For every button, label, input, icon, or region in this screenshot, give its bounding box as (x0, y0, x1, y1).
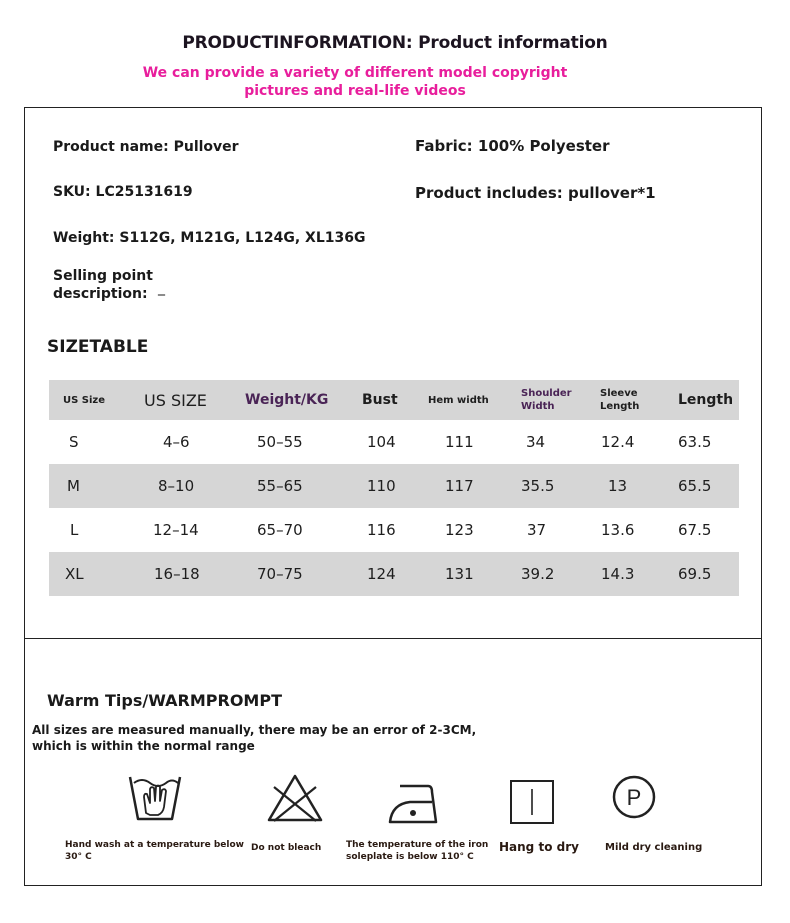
weight-info: Weight: S112G, M121G, L124G, XL136G (53, 230, 366, 246)
hang-dry-icon (509, 779, 555, 825)
cell-us-size: 4–6 (163, 433, 190, 451)
cell-us-size: 12–14 (153, 521, 199, 539)
size-table-header (49, 380, 739, 420)
section-divider (24, 638, 762, 639)
hand-wash-label-line2: 30° C (65, 852, 92, 862)
cell-us-size: 8–10 (158, 477, 195, 495)
cell-weight: 65–70 (257, 521, 303, 539)
promo-subtitle-line2: pictures and real-life videos (244, 83, 466, 99)
warm-tips-line2: which is within the normal range (32, 739, 255, 753)
selling-point-value: _ (158, 280, 165, 296)
dry-clean-label: Mild dry cleaning (605, 842, 703, 853)
cell-weight: 70–75 (257, 565, 303, 583)
cell-length: 69.5 (678, 565, 712, 583)
header-sleeve-length: Sleeve Length (600, 388, 640, 412)
cell-sleeve-length: 12.4 (601, 433, 635, 451)
cell-size: M (67, 477, 80, 495)
header-us-size: US Size (63, 394, 106, 406)
product-includes: Product includes: pullover*1 (415, 184, 656, 202)
cell-shoulder-width: 39.2 (521, 565, 555, 583)
no-bleach-icon (266, 773, 324, 823)
table-row (49, 552, 739, 596)
header-weight: Weight/KG (245, 392, 329, 408)
cell-hem-width: 111 (445, 433, 474, 451)
header-length: Length (678, 392, 734, 408)
page-title: PRODUCTINFORMATION: Product information (182, 33, 608, 53)
cell-length: 65.5 (678, 477, 712, 495)
table-row (49, 464, 739, 508)
warm-tips-line1: All sizes are measured manually, there may be an error of 2-3CM, (32, 723, 477, 737)
hand-wash-icon (128, 773, 182, 823)
cell-size: L (70, 521, 79, 539)
cell-hem-width: 131 (445, 565, 474, 583)
iron-label-line1: The temperature of the iron (346, 840, 489, 850)
cell-size: XL (65, 565, 84, 583)
promo-subtitle (0, 64, 710, 100)
iron-label (346, 839, 488, 863)
hand-wash-label (65, 839, 244, 863)
cell-sleeve-length: 13 (608, 477, 628, 495)
cell-sleeve-length: 13.6 (601, 521, 635, 539)
dry-clean-icon (611, 774, 657, 820)
header-bust: Bust (362, 392, 398, 408)
iron-label-line2: soleplate is below 110° C (346, 852, 474, 862)
warm-tips-title: Warm Tips/WARMPROMPT (47, 691, 282, 710)
selling-point-label: Selling point description: (53, 268, 153, 302)
cell-hem-width: 123 (445, 521, 474, 539)
header-hem-width: Hem width (428, 394, 489, 406)
sku: SKU: LC25131619 (53, 184, 193, 200)
cell-sleeve-length: 14.3 (601, 565, 635, 583)
cell-weight: 55–65 (257, 477, 303, 495)
iron-icon (388, 782, 442, 826)
cell-size: S (69, 433, 79, 451)
header-us-size-2: US SIZE (144, 390, 207, 410)
hand-wash-label-line1: Hand wash at a temperature below (65, 840, 244, 850)
cell-bust: 104 (367, 433, 396, 451)
cell-shoulder-width: 35.5 (521, 477, 555, 495)
size-table-title: SIZETABLE (47, 337, 149, 357)
size-table (49, 380, 739, 596)
cell-weight: 50–55 (257, 433, 303, 451)
product-name: Product name: Pullover (53, 139, 239, 155)
cell-us-size: 16–18 (154, 565, 200, 583)
header-shoulder-width: Shoulder Width (521, 388, 572, 412)
table-row (49, 508, 739, 552)
cell-shoulder-width: 34 (526, 433, 546, 451)
cell-length: 67.5 (678, 521, 712, 539)
cell-bust: 124 (367, 565, 396, 583)
cell-shoulder-width: 37 (527, 521, 547, 539)
dry-clean-symbol: P (626, 785, 642, 810)
cell-length: 63.5 (678, 433, 712, 451)
warm-tips-text (32, 722, 476, 754)
cell-bust: 116 (367, 521, 396, 539)
hang-dry-label: Hang to dry (499, 840, 579, 854)
fabric-info: Fabric: 100% Polyester (415, 137, 610, 155)
cell-hem-width: 117 (445, 477, 474, 495)
promo-subtitle-line1: We can provide a variety of different model copyright (142, 65, 568, 81)
no-bleach-label: Do not bleach (251, 843, 322, 853)
table-row (49, 420, 739, 464)
cell-bust: 110 (367, 477, 396, 495)
